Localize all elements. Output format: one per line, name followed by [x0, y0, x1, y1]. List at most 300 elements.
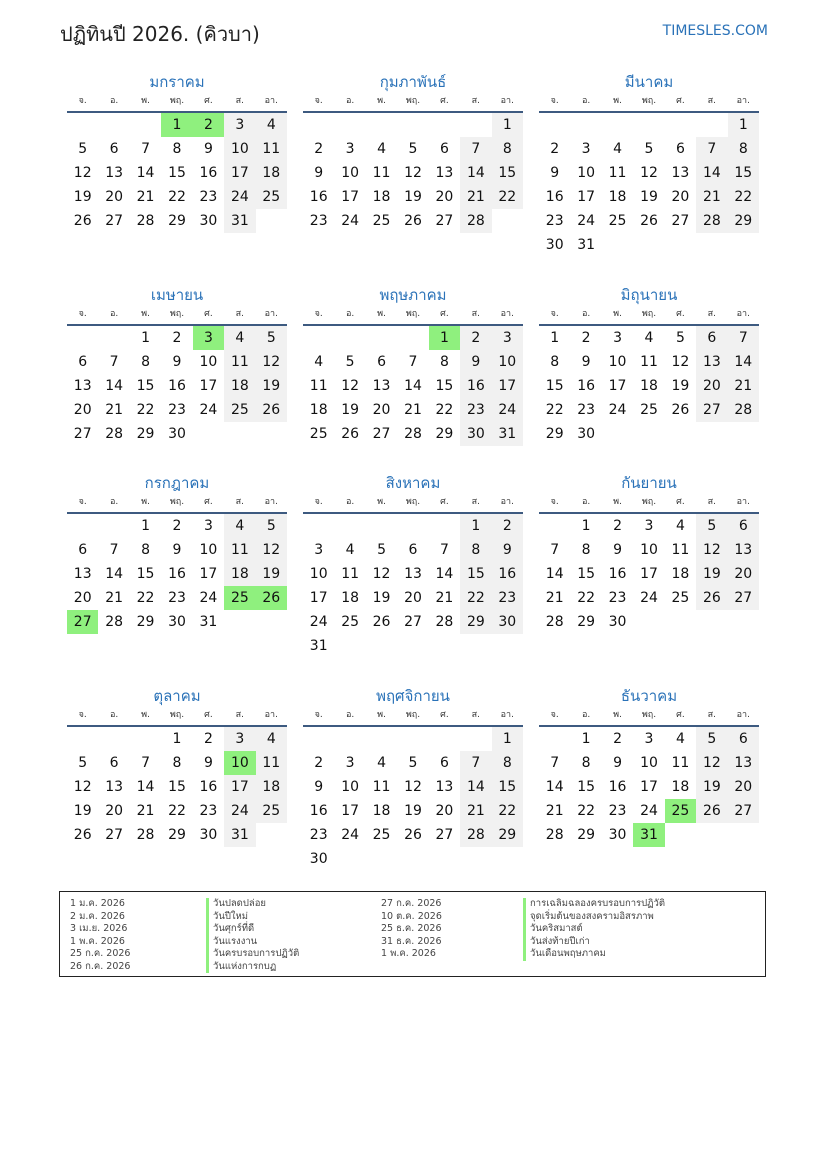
empty-cell	[303, 113, 334, 137]
empty-cell	[539, 727, 570, 751]
month-name: ตุลาคม	[153, 687, 201, 705]
weekday-label: อ.	[109, 96, 119, 106]
day-cell: 24	[309, 614, 328, 630]
day-cell: 9	[492, 538, 523, 562]
day-cell: 21	[105, 590, 124, 606]
month-block	[539, 471, 759, 634]
day-cell: 28	[545, 614, 564, 630]
day-cell: 16	[199, 779, 218, 795]
legend-name: วันครบรอบการปฏิวัติ	[206, 948, 299, 961]
day-cell: 12	[696, 751, 727, 775]
day-cell: 13	[372, 378, 391, 394]
day-cell: 18	[309, 402, 328, 418]
holiday-day-cell: 3	[193, 326, 224, 350]
day-cell: 29	[435, 426, 454, 442]
month-block	[303, 471, 523, 658]
day-cell: 24	[199, 402, 218, 418]
day-cell: 20	[671, 189, 690, 205]
legend-name: จุดเริ่มต้นของสงครามอิสรภาพ	[523, 911, 665, 924]
day-cell: 9	[172, 542, 182, 558]
day-cell: 5	[696, 514, 727, 538]
weekday-label: พ.	[377, 497, 386, 507]
day-cell: 29	[577, 827, 596, 843]
day-cell: 15	[577, 779, 596, 795]
weekday-label: ศ.	[676, 710, 685, 720]
day-cell: 26	[73, 827, 92, 843]
empty-cell	[67, 326, 98, 350]
day-cell: 29	[728, 209, 759, 233]
day-cell: 28	[696, 209, 727, 233]
day-cell: 25	[608, 213, 627, 229]
day-cell: 23	[545, 213, 564, 229]
day-cell: 5	[78, 755, 88, 771]
weekday-label: อ.	[345, 497, 355, 507]
day-cell: 28	[435, 614, 454, 630]
weekday-label: ศ.	[440, 710, 449, 720]
day-cell: 16	[608, 779, 627, 795]
weekday-header	[67, 495, 287, 514]
day-cell: 29	[168, 827, 186, 843]
month-name: พฤศจิกายน	[376, 687, 450, 705]
day-cell: 21	[136, 189, 155, 205]
weekday-label: อา.	[736, 96, 750, 106]
day-cell: 10	[224, 137, 255, 161]
weekday-label: ส.	[471, 309, 481, 319]
day-cell: 1	[581, 518, 591, 534]
day-cell: 21	[460, 185, 491, 209]
day-cell: 10	[492, 350, 523, 374]
day-cell: 11	[372, 779, 391, 795]
weekday-label: จ.	[314, 710, 323, 720]
day-cell: 1	[460, 514, 491, 538]
day-cell: 19	[640, 189, 658, 205]
day-cell: 7	[408, 354, 418, 370]
month-name: มิถุนายน	[620, 286, 678, 304]
day-cell: 16	[545, 189, 564, 205]
weekday-label: อา.	[264, 497, 278, 507]
weekday-label: พฤ.	[405, 309, 421, 319]
day-cell: 30	[309, 851, 328, 867]
day-cell: 9	[203, 141, 213, 157]
day-cell: 14	[105, 378, 124, 394]
day-cell: 22	[136, 402, 155, 418]
day-cell: 15	[545, 378, 564, 394]
day-cell: 10	[341, 779, 360, 795]
weekday-label: อ.	[109, 497, 119, 507]
day-cell: 26	[404, 827, 422, 843]
legend-names-right	[523, 898, 665, 961]
weekday-label: ศ.	[440, 309, 449, 319]
day-cell: 4	[644, 330, 654, 346]
day-cell: 11	[372, 165, 391, 181]
day-cell: 20	[696, 374, 727, 398]
day-cell: 3	[203, 518, 213, 534]
empty-cell	[366, 113, 397, 137]
legend-name: วันส่งท้ายปีเก่า	[523, 936, 665, 949]
day-cell: 4	[675, 731, 685, 747]
day-cell: 14	[460, 161, 491, 185]
day-cell: 5	[408, 141, 418, 157]
weekday-label: อ.	[345, 309, 355, 319]
day-grid	[303, 326, 523, 446]
day-cell: 6	[728, 514, 759, 538]
day-cell: 30	[608, 827, 627, 843]
empty-cell	[303, 514, 334, 538]
holiday-day-cell: 26	[256, 586, 287, 610]
weekday-label: จ.	[550, 96, 559, 106]
legend-name: วันแรงงาน	[206, 936, 299, 949]
day-cell: 20	[73, 402, 92, 418]
weekday-label: อา.	[500, 96, 514, 106]
day-cell: 12	[671, 354, 690, 370]
day-cell: 12	[341, 378, 360, 394]
weekday-label: พฤ.	[641, 497, 657, 507]
day-cell: 13	[73, 378, 92, 394]
weekday-label: ศ.	[676, 497, 685, 507]
day-cell: 3	[345, 755, 355, 771]
month-block	[303, 70, 523, 233]
day-cell: 3	[581, 141, 591, 157]
weekday-label: พฤ.	[169, 497, 185, 507]
day-cell: 4	[224, 326, 255, 350]
weekday-label: พ.	[377, 96, 386, 106]
day-cell: 9	[203, 755, 213, 771]
weekday-label: จ.	[550, 710, 559, 720]
day-cell: 4	[377, 755, 387, 771]
day-cell: 18	[224, 374, 255, 398]
day-cell: 28	[105, 426, 124, 442]
day-cell: 17	[577, 189, 596, 205]
day-cell: 15	[168, 165, 186, 181]
day-cell: 7	[550, 542, 560, 558]
weekday-label: จ.	[550, 309, 559, 319]
day-cell: 23	[608, 803, 627, 819]
day-cell: 5	[644, 141, 654, 157]
day-cell: 12	[73, 165, 92, 181]
day-cell: 3	[224, 727, 255, 751]
day-cell: 3	[644, 518, 654, 534]
day-cell: 19	[256, 374, 287, 398]
day-cell: 18	[372, 803, 391, 819]
day-cell: 18	[256, 775, 287, 799]
day-cell: 12	[256, 350, 287, 374]
day-cell: 26	[671, 402, 690, 418]
day-cell: 23	[309, 827, 328, 843]
month-name: กรกฎาคม	[144, 474, 210, 492]
day-cell: 9	[314, 165, 324, 181]
day-cell: 18	[341, 590, 360, 606]
holiday-day-cell: 1	[429, 326, 460, 350]
month-name: พฤษภาคม	[379, 286, 447, 304]
day-cell: 21	[696, 185, 727, 209]
day-grid	[303, 727, 523, 871]
day-cell: 23	[577, 402, 596, 418]
day-cell: 28	[545, 827, 564, 843]
day-cell: 7	[550, 755, 560, 771]
empty-cell	[429, 727, 460, 751]
day-cell: 10	[199, 542, 218, 558]
day-cell: 5	[377, 542, 387, 558]
day-cell: 27	[372, 426, 391, 442]
day-cell: 28	[136, 213, 155, 229]
day-cell: 29	[577, 614, 596, 630]
day-cell: 8	[172, 755, 182, 771]
day-cell: 13	[404, 566, 422, 582]
empty-cell	[539, 113, 570, 137]
day-cell: 27	[728, 799, 759, 823]
day-cell: 10	[640, 542, 658, 558]
day-cell: 21	[545, 803, 564, 819]
day-cell: 23	[199, 803, 218, 819]
day-cell: 15	[577, 566, 596, 582]
day-cell: 27	[435, 213, 454, 229]
empty-cell	[460, 727, 491, 751]
day-cell: 6	[78, 354, 88, 370]
day-cell: 13	[435, 779, 454, 795]
month-block	[303, 283, 523, 446]
day-cell: 21	[105, 402, 124, 418]
weekday-label: อ.	[581, 309, 591, 319]
weekday-label: พฤ.	[405, 710, 421, 720]
day-cell: 19	[73, 189, 92, 205]
day-cell: 2	[613, 518, 623, 534]
day-cell: 27	[105, 827, 124, 843]
legend-dates-right	[381, 898, 442, 961]
day-cell: 27	[728, 586, 759, 610]
weekday-label: ส.	[707, 96, 717, 106]
day-cell: 22	[168, 803, 186, 819]
weekday-label: อ.	[581, 710, 591, 720]
month-name: กันยายน	[621, 474, 677, 492]
day-cell: 25	[341, 614, 360, 630]
day-cell: 3	[644, 731, 654, 747]
weekday-label: พ.	[377, 710, 386, 720]
weekday-label: ส.	[707, 710, 717, 720]
day-cell: 4	[314, 354, 324, 370]
holiday-day-cell: 25	[665, 799, 696, 823]
weekday-label: อา.	[500, 710, 514, 720]
weekday-label: ศ.	[204, 96, 213, 106]
day-cell: 31	[577, 237, 596, 253]
day-cell: 25	[309, 426, 328, 442]
day-cell: 20	[105, 803, 124, 819]
day-cell: 16	[577, 378, 596, 394]
day-cell: 6	[109, 755, 119, 771]
legend-date: 25 ก.ค. 2026	[70, 948, 131, 959]
day-cell: 4	[256, 727, 287, 751]
day-cell: 15	[168, 779, 186, 795]
weekday-header	[303, 708, 523, 727]
day-cell: 7	[141, 141, 151, 157]
day-cell: 5	[256, 514, 287, 538]
weekday-label: จ.	[314, 96, 323, 106]
legend-date: 31 ธ.ค. 2026	[381, 935, 442, 947]
day-cell: 31	[492, 422, 523, 446]
day-cell: 8	[439, 354, 449, 370]
empty-cell	[429, 514, 460, 538]
day-cell: 12	[640, 165, 658, 181]
day-cell: 4	[224, 514, 255, 538]
empty-cell	[67, 727, 98, 751]
legend-date: 10 ต.ค. 2026	[381, 910, 442, 922]
empty-cell	[98, 514, 129, 538]
day-cell: 24	[577, 213, 596, 229]
day-cell: 20	[435, 803, 454, 819]
day-cell: 31	[224, 209, 255, 233]
day-cell: 13	[696, 350, 727, 374]
day-cell: 14	[545, 779, 564, 795]
weekday-label: อา.	[500, 309, 514, 319]
day-cell: 21	[728, 374, 759, 398]
day-cell: 19	[73, 803, 92, 819]
day-cell: 12	[372, 566, 391, 582]
weekday-label: จ.	[550, 497, 559, 507]
day-cell: 8	[581, 755, 591, 771]
day-cell: 30	[577, 426, 596, 442]
day-cell: 8	[460, 538, 491, 562]
empty-cell	[366, 514, 397, 538]
day-cell: 2	[460, 326, 491, 350]
weekday-label: อ.	[109, 710, 119, 720]
month-name: มีนาคม	[624, 73, 674, 91]
month-name: เมษายน	[150, 286, 204, 304]
weekday-label: จ.	[314, 309, 323, 319]
day-cell: 25	[224, 398, 255, 422]
day-cell: 16	[460, 374, 491, 398]
weekday-label: ศ.	[440, 497, 449, 507]
day-cell: 27	[404, 614, 422, 630]
day-cell: 23	[168, 590, 186, 606]
weekday-label: ศ.	[204, 710, 213, 720]
day-cell: 26	[696, 586, 727, 610]
day-cell: 20	[73, 590, 92, 606]
month-block	[539, 684, 759, 847]
day-cell: 11	[640, 354, 658, 370]
day-cell: 29	[136, 426, 155, 442]
day-cell: 24	[608, 402, 627, 418]
day-cell: 17	[608, 378, 627, 394]
month-block	[539, 70, 759, 257]
day-cell: 6	[78, 542, 88, 558]
day-cell: 14	[136, 165, 155, 181]
legend-date: 26 ก.ค. 2026	[70, 960, 131, 972]
weekday-label: อ.	[581, 96, 591, 106]
weekday-label: พฤ.	[641, 96, 657, 106]
day-cell: 18	[671, 566, 690, 582]
empty-cell	[334, 727, 365, 751]
day-cell: 24	[199, 590, 218, 606]
day-cell: 12	[256, 538, 287, 562]
day-cell: 6	[439, 141, 449, 157]
empty-cell	[570, 113, 601, 137]
day-cell: 20	[105, 189, 124, 205]
weekday-label: จ.	[78, 497, 87, 507]
day-cell: 22	[728, 185, 759, 209]
day-cell: 31	[199, 614, 218, 630]
day-grid	[67, 113, 287, 233]
day-cell: 11	[341, 566, 360, 582]
day-cell: 30	[199, 213, 218, 229]
day-cell: 11	[309, 378, 328, 394]
legend-name: วันปลดปล่อย	[206, 898, 299, 911]
day-cell: 14	[460, 775, 491, 799]
day-cell: 11	[224, 350, 255, 374]
day-cell: 6	[377, 354, 387, 370]
holiday-day-cell: 10	[224, 751, 255, 775]
empty-cell	[366, 326, 397, 350]
day-cell: 23	[199, 189, 218, 205]
day-cell: 6	[439, 755, 449, 771]
day-cell: 29	[168, 213, 186, 229]
day-cell: 22	[577, 803, 596, 819]
day-cell: 30	[492, 610, 523, 634]
weekday-label: ส.	[707, 497, 717, 507]
day-cell: 25	[372, 213, 391, 229]
day-cell: 17	[492, 374, 523, 398]
day-cell: 24	[640, 590, 658, 606]
day-cell: 18	[671, 779, 690, 795]
weekday-header	[539, 94, 759, 113]
day-cell: 11	[256, 751, 287, 775]
weekday-label: อา.	[500, 497, 514, 507]
month-name: ธันวาคม	[620, 687, 678, 705]
day-cell: 12	[73, 779, 92, 795]
day-cell: 24	[224, 185, 255, 209]
day-cell: 17	[224, 775, 255, 799]
day-cell: 17	[640, 566, 658, 582]
weekday-header	[539, 708, 759, 727]
day-cell: 3	[492, 326, 523, 350]
legend-date: 1 พ.ค. 2026	[70, 935, 125, 947]
day-cell: 8	[492, 137, 523, 161]
day-cell: 9	[613, 542, 623, 558]
day-cell: 2	[581, 330, 591, 346]
day-cell: 9	[550, 165, 560, 181]
day-cell: 29	[545, 426, 564, 442]
day-cell: 11	[608, 165, 627, 181]
day-cell: 14	[728, 350, 759, 374]
day-cell: 16	[608, 566, 627, 582]
day-cell: 28	[404, 426, 422, 442]
empty-cell	[397, 514, 428, 538]
day-cell: 10	[640, 755, 658, 771]
day-cell: 23	[492, 586, 523, 610]
brand-link[interactable]: TIMESLES.COM	[662, 23, 768, 39]
day-cell: 27	[696, 398, 727, 422]
empty-cell	[539, 514, 570, 538]
day-cell: 7	[728, 326, 759, 350]
day-cell: 2	[314, 755, 324, 771]
empty-cell	[303, 727, 334, 751]
day-cell: 10	[309, 566, 328, 582]
day-cell: 6	[109, 141, 119, 157]
empty-cell	[429, 113, 460, 137]
day-cell: 26	[256, 398, 287, 422]
weekday-label: จ.	[78, 710, 87, 720]
day-cell: 23	[168, 402, 186, 418]
day-cell: 19	[372, 590, 391, 606]
legend-date: 3 เม.ย. 2026	[70, 923, 128, 934]
day-cell: 18	[372, 189, 391, 205]
empty-cell	[633, 113, 664, 137]
day-cell: 2	[492, 514, 523, 538]
day-cell: 19	[696, 562, 727, 586]
empty-cell	[303, 326, 334, 350]
weekday-label: ศ.	[440, 96, 449, 106]
day-cell: 22	[136, 590, 155, 606]
day-cell: 16	[199, 165, 218, 181]
legend-name: วันปีใหม่	[206, 911, 299, 924]
